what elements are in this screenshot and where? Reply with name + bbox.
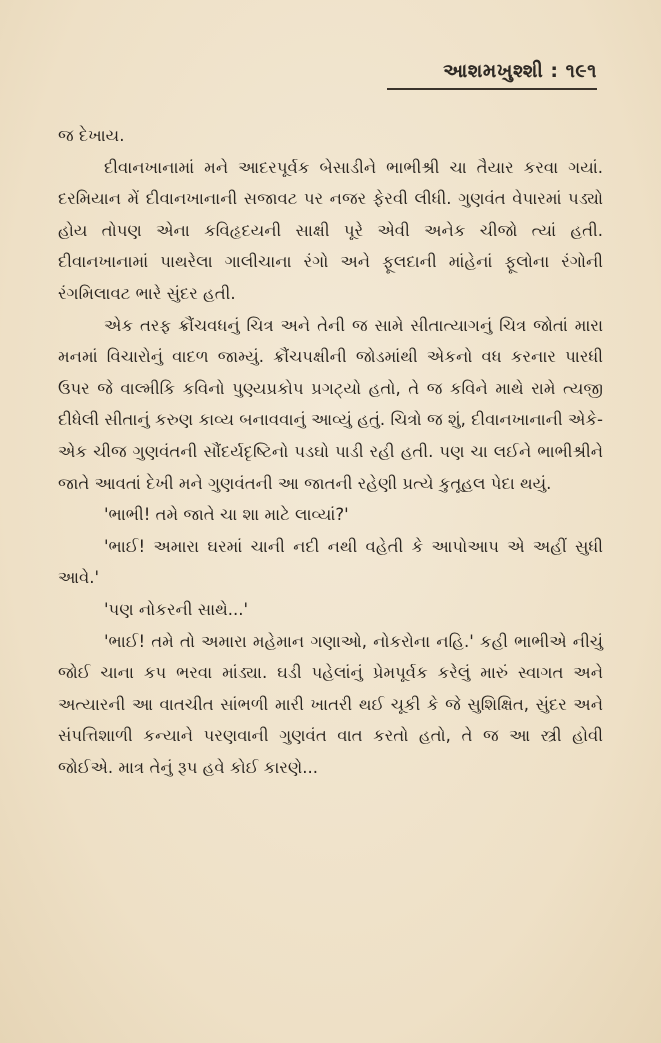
dialogue-line: 'ભાભી! તમે જાતે ચા શા માટે લાવ્યાં?' <box>104 505 349 525</box>
paragraph: દીવાનખાનામાં મને આદરપૂર્વક બેસાડીને ભાભીશ્રી ચા તૈયાર કરવા ગયાં. દરમિયાન મેં દીવાનખાનાની સજાવટ પર નજર ફેરવી લીધી. ગુણવંત વેપારમાં પડ્યો હોય તોપણ એના કવિહૃદયની સાક્ષી પૂરે એવી અનેક ચીજો ત્યાં હતી. દીવાનખાનામાં પાથરેલા ગાલીચાના રંગો અને ફૂલદાની માંહેનાં ફૂલોના રંગોની રંગમિલાવટ ભારે સુંદર હતી. <box>58 157 603 303</box>
running-head: આશમખુશ્શી : ૧૯૧ <box>443 60 597 82</box>
paragraph: એક તરફ ક્રૌંચવધનું ચિત્ર અને તેની જ સામે સીતાત્યાગનું ચિત્ર જોતાં મારા મનમાં વિચારોનું વાદળ જામ્યું. ક્રૌંચપક્ષીની જોડમાંથી એકનો વધ કરનાર પારધી ઉપર જે વાલ્મીકિ કવિનો પુણ્યપ્રકોપ પ્રગટ્યો હતો, તે જ કવિને માથે રામે ત્યજી દીધેલી સીતાનું કરુણ કાવ્ય બનાવવાનું આવ્યું હતું. ચિત્રો જ શું, દીવાનખાનાની એકે-એક ચીજ ગુણવંતની સૌંદર્યદૃષ્ટિનો પડઘો પાડી રહી હતી. પણ ચા લઈને ભાભીશ્રીને જાતે આવતાં દેખી મને ગુણવંતની આ જાતની રહેણી પ્રત્યે કુતૂહલ પેદા થયું. <box>58 315 603 493</box>
header-underline <box>387 88 597 90</box>
paragraph-continuation: જ દેખાય. <box>58 126 125 145</box>
paragraph: 'ભાઈ! તમે તો અમારા મહેમાન ગણાઓ, નોકરોના નહિ.' કહી ભાભીએ નીચું જોઈ ચાના કપ ભરવા માંડ્યા. ઘડી પહેલાંનું પ્રેમપૂર્વક કરેલું મારું સ્વાગત અને અત્યારની આ વાતચીત સાંભળી મારી ખાતરી થઈ ચૂકી કે જે સુશિક્ષિત, સુંદર અને સંપત્તિશાળી કન્યાને પરણવાની ગુણવંત વાત કરતો હતો, તે જ આ સ્ત્રી હોવી જોઈએ. માત્ર તેનું રૂપ હવે કોઈ કારણે... <box>58 631 603 777</box>
page-body <box>58 120 603 783</box>
dialogue-line: 'પણ નોકરની સાથે...' <box>104 599 249 619</box>
dialogue-line: 'ભાઈ! અમારા ઘરમાં ચાની નદી નથી વહેતી કે આપોઆપ એ અહીં સુધી આવે.' <box>58 536 603 588</box>
